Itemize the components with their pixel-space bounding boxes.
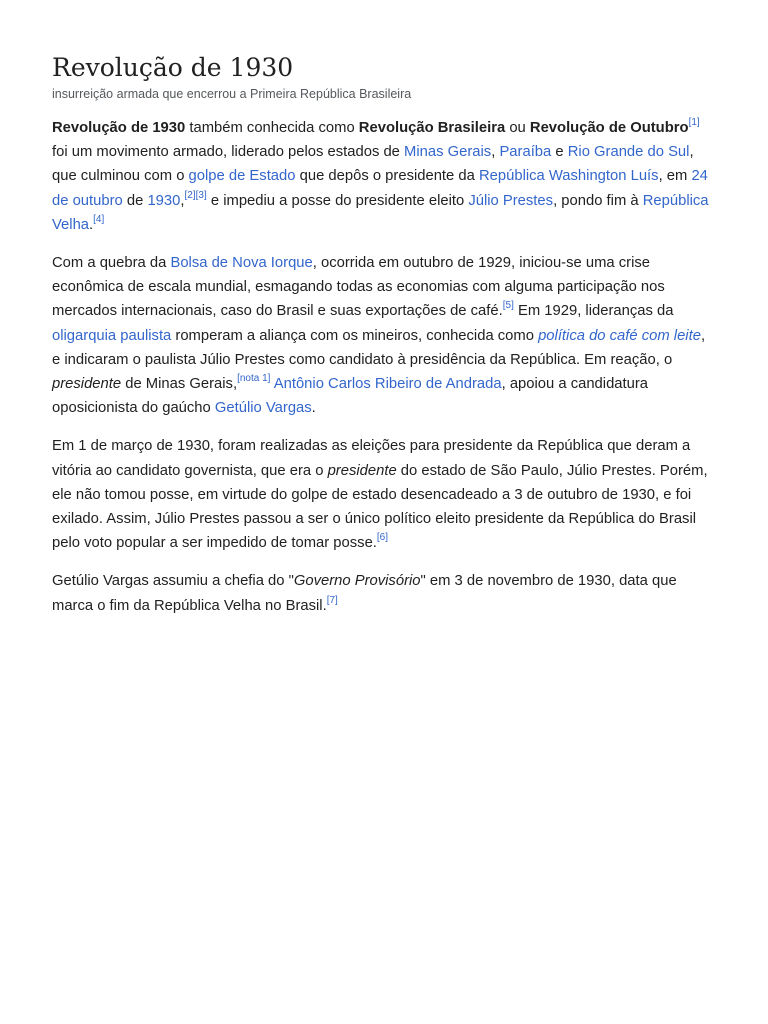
text: , ocorrida em outubro de 1929, iniciou-se uma crise econômica de escala mundial, esmagando todas as economias com alguma participação nos mercados internacionais, caso do Brasil e suas exportações de café.: [52, 255, 665, 320]
bold-term: Revolução de 1930: [52, 120, 186, 136]
paragraph-intro: [52, 116, 716, 237]
text: , em: [658, 168, 692, 185]
link-getulio-vargas[interactable]: Getúlio Vargas: [214, 400, 312, 417]
reference-link-1[interactable]: [1]: [688, 117, 700, 128]
text: , e indicaram o paulista Júlio Prestes como candidato à presidência da República. Em reação, o: [52, 327, 706, 368]
text: ,: [491, 144, 500, 161]
reference-link-5[interactable]: [5]: [502, 300, 514, 312]
text: ou: [505, 120, 530, 136]
paragraph-elections: [52, 434, 716, 555]
note-link-1[interactable]: [nota 1]: [237, 373, 271, 385]
link-golpe-de-estado[interactable]: golpe de Estado: [188, 168, 296, 185]
italic-term: presidente: [52, 376, 122, 393]
link-politica-cafe-com-leite[interactable]: política do café com leite: [538, 327, 701, 344]
reference-link-2[interactable]: [2]: [184, 189, 196, 201]
text: Com a quebra da: [52, 255, 171, 272]
text: de: [122, 192, 148, 209]
link-oligarquia-paulista[interactable]: oligarquia paulista: [52, 327, 172, 344]
article: [52, 50, 716, 632]
link-bolsa-de-nova-iorque[interactable]: Bolsa de Nova Iorque: [170, 255, 313, 272]
text: .: [311, 400, 316, 417]
text: romperam a aliança com os mineiros, conhecida como: [171, 327, 539, 344]
link-antonio-carlos-ribeiro-de-andrada[interactable]: Antônio Carlos Ribeiro de Andrada: [273, 376, 502, 393]
text: Em 1929, lideranças da: [513, 303, 674, 320]
text: Em 1 de março de 1930, foram realizadas as eleições para presidente da República que deram a vitória ao candidato governista, que era o: [52, 438, 691, 479]
italic-term: presidente: [327, 462, 397, 479]
link-julio-prestes[interactable]: Júlio Prestes: [468, 192, 554, 209]
text: e: [551, 144, 568, 161]
text: , que culminou com o: [52, 144, 694, 185]
text: foi um movimento armado, liderado pelos estados de: [52, 144, 405, 161]
text: " em 3 de novembro de 1930, data que marca o fim da República Velha no Brasil.: [52, 573, 677, 614]
text: .: [89, 216, 94, 233]
paragraph-crisis: [52, 251, 716, 420]
page-title: Revolução de 1930: [52, 53, 294, 82]
text: , pondo fim à: [553, 192, 643, 209]
link-1930[interactable]: 1930: [147, 192, 181, 209]
paragraph-provisional-government: [52, 569, 716, 617]
text: também conhecida como: [185, 120, 359, 136]
reference-link-7[interactable]: [7]: [326, 594, 338, 606]
reference-link-6[interactable]: [6]: [376, 532, 389, 544]
reference-link-4[interactable]: [4]: [93, 213, 105, 225]
link-paraiba[interactable]: Paraíba: [499, 144, 552, 161]
bold-term: Revolução Brasileira: [358, 120, 506, 136]
italic-term: Governo Provisório: [293, 573, 421, 590]
text: de Minas Gerais,: [121, 376, 238, 393]
text: Getúlio Vargas assumiu a chefia do ": [52, 573, 294, 590]
text: do estado de São Paulo, Júlio Prestes. Porém, ele não tomou posse, em virtude do golpe de estado desencadeado a 3 de outubro de 1930, e foi exilado. Assim, Júlio Prestes passou a ser o único político eleito presidente da República do Brasil pelo voto popular a ser impedido de tomar posse.: [52, 462, 708, 552]
link-minas-gerais[interactable]: Minas Gerais: [404, 144, 492, 161]
text: e impediu a posse do presidente eleito: [206, 192, 469, 209]
text: que depôs o presidente da: [295, 168, 479, 185]
text: ,: [180, 192, 185, 209]
reference-link-3[interactable]: [3]: [195, 189, 207, 201]
link-24-de-outubro[interactable]: 24 de outubro: [52, 168, 708, 209]
link-rio-grande-do-sul[interactable]: Rio Grande do Sul: [567, 144, 690, 161]
link-republica-velha[interactable]: República Velha: [52, 192, 709, 233]
bold-term: Revolução de Outubro: [529, 120, 689, 136]
page-subtitle: insurreição armada que encerrou a Primeira República Brasileira: [52, 87, 412, 101]
text: , apoiou a candidatura oposicionista do gaúcho: [52, 376, 649, 417]
link-republica-washington-luis[interactable]: República Washington Luís: [478, 168, 659, 185]
